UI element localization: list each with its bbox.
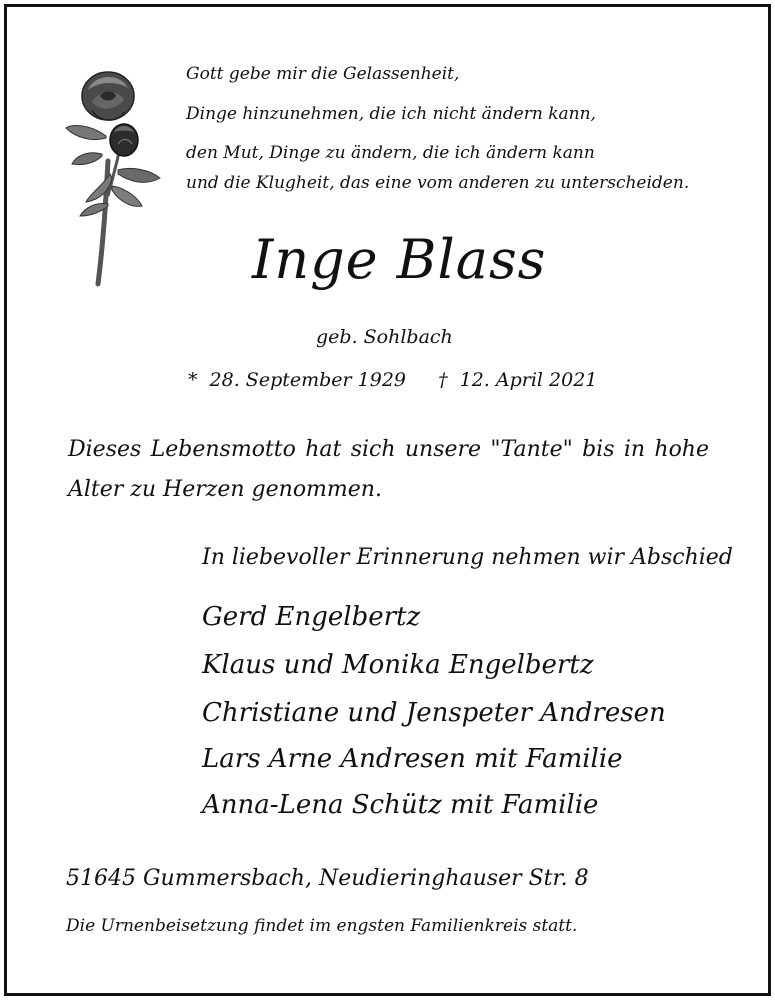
poem-line: den Mut, Dinge zu ändern, die ich ändern kann	[186, 143, 595, 163]
mourner-name: Klaus und Monika Engelbertz	[202, 650, 594, 680]
poem-line: Dinge hinzunehmen, die ich nicht ändern kann,	[186, 104, 596, 124]
burial-note: Die Urnenbeisetzung findet im engsten Familienkreis statt.	[66, 916, 578, 936]
mourner-name: Gerd Engelbertz	[202, 602, 421, 632]
death-symbol: †	[438, 369, 448, 391]
birth-name: geb. Sohlbach	[316, 326, 453, 348]
death-date: 12. April 2021	[459, 369, 598, 391]
mourner-name: Lars Arne Andresen mit Familie	[202, 744, 623, 774]
address: 51645 Gummersbach, Neudieringhauser Str. 8	[66, 866, 589, 891]
rose-icon	[62, 66, 166, 288]
birth-date: 28. September 1929	[209, 369, 407, 391]
life-dates	[188, 369, 597, 391]
poem-line: Gott gebe mir die Gelassenheit,	[186, 64, 460, 84]
mourner-name: Christiane und Jenspeter Andresen	[202, 698, 666, 728]
mourner-name: Anna-Lena Schütz mit Familie	[202, 790, 599, 820]
poem-line: und die Klugheit, das eine vom anderen zu unterscheiden.	[186, 173, 690, 193]
obituary-text: Dieses Lebensmotto hat sich unsere "Tante" bis in hohe Alter zu Herzen genommen.	[68, 437, 709, 502]
deceased-name: Inge Blass	[252, 228, 547, 291]
birth-symbol: *	[188, 369, 198, 391]
farewell-line: In liebevoller Erinnerung nehmen wir Abschied	[202, 545, 733, 570]
